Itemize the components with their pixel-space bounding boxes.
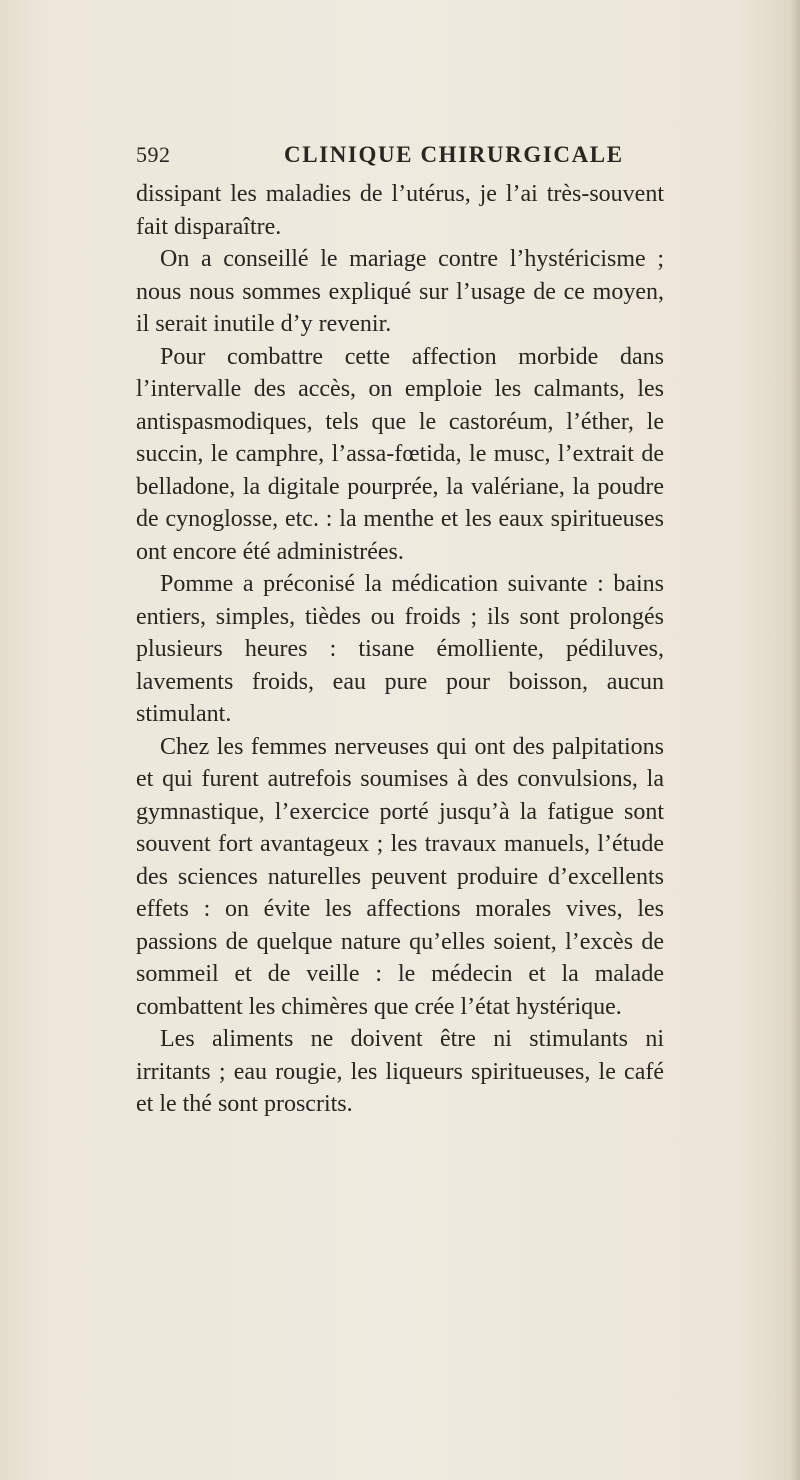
paragraph-femmes-nerveuses: Chez les femmes nerveuses qui ont des palpitations et qui furent autrefois soumises à des convulsions, la gymnastique, l’exercice porté jusqu’à la fatigue sont souvent fort avantageux ; les travaux manuels, l’étude des sciences naturelles peuvent produire d’excellents effets : on évite les affections morales vives, les passions de quelque nature qu’elles soient, l’excès de sommeil et de veille : le médecin et la malade combattent les chimères que crée l’état hystérique.: [136, 733, 664, 1020]
page-edge-shadow: [790, 0, 800, 1480]
paragraph-mariage: On a conseillé le mariage contre l’hystéricisme ; nous nous sommes expliqué sur l’usage de ce moyen, il serait inutile d’y revenir.: [136, 246, 664, 337]
paragraph-calmants: Pour combattre cette affection morbide dans l’intervalle des accès, on emploie les calmants, les antispasmodiques, tels que le castoréum, l’éther, le succin, le camphre, l’assa-fœtida, le musc, l’extrait de belladone, la digitale pourprée, la valériane, la poudre de cynoglosse, etc. : la menthe et les eaux spiritueuses ont encore été administrées.: [136, 343, 664, 565]
page-header: [136, 142, 664, 176]
page-number: 592: [136, 142, 171, 167]
paragraph-continuation: dissipant les maladies de l’utérus, je l’ai très-souvent fait disparaître.: [136, 181, 664, 240]
running-head: CLINIQUE CHIRURGICALE: [284, 142, 624, 167]
body-text: [136, 178, 664, 1121]
paragraph-aliments: Les aliments ne doivent être ni stimulants ni irritants ; eau rougie, les liqueurs spiritueuses, le café et le thé sont proscrits.: [136, 1026, 664, 1117]
paragraph-pomme: Pomme a préconisé la médication suivante : bains entiers, simples, tièdes ou froids ; ils sont prolongés plusieurs heures : tisane émolliente, pédiluves, lavements froids, eau pure pour boisson, aucun stimulant.: [136, 571, 664, 727]
